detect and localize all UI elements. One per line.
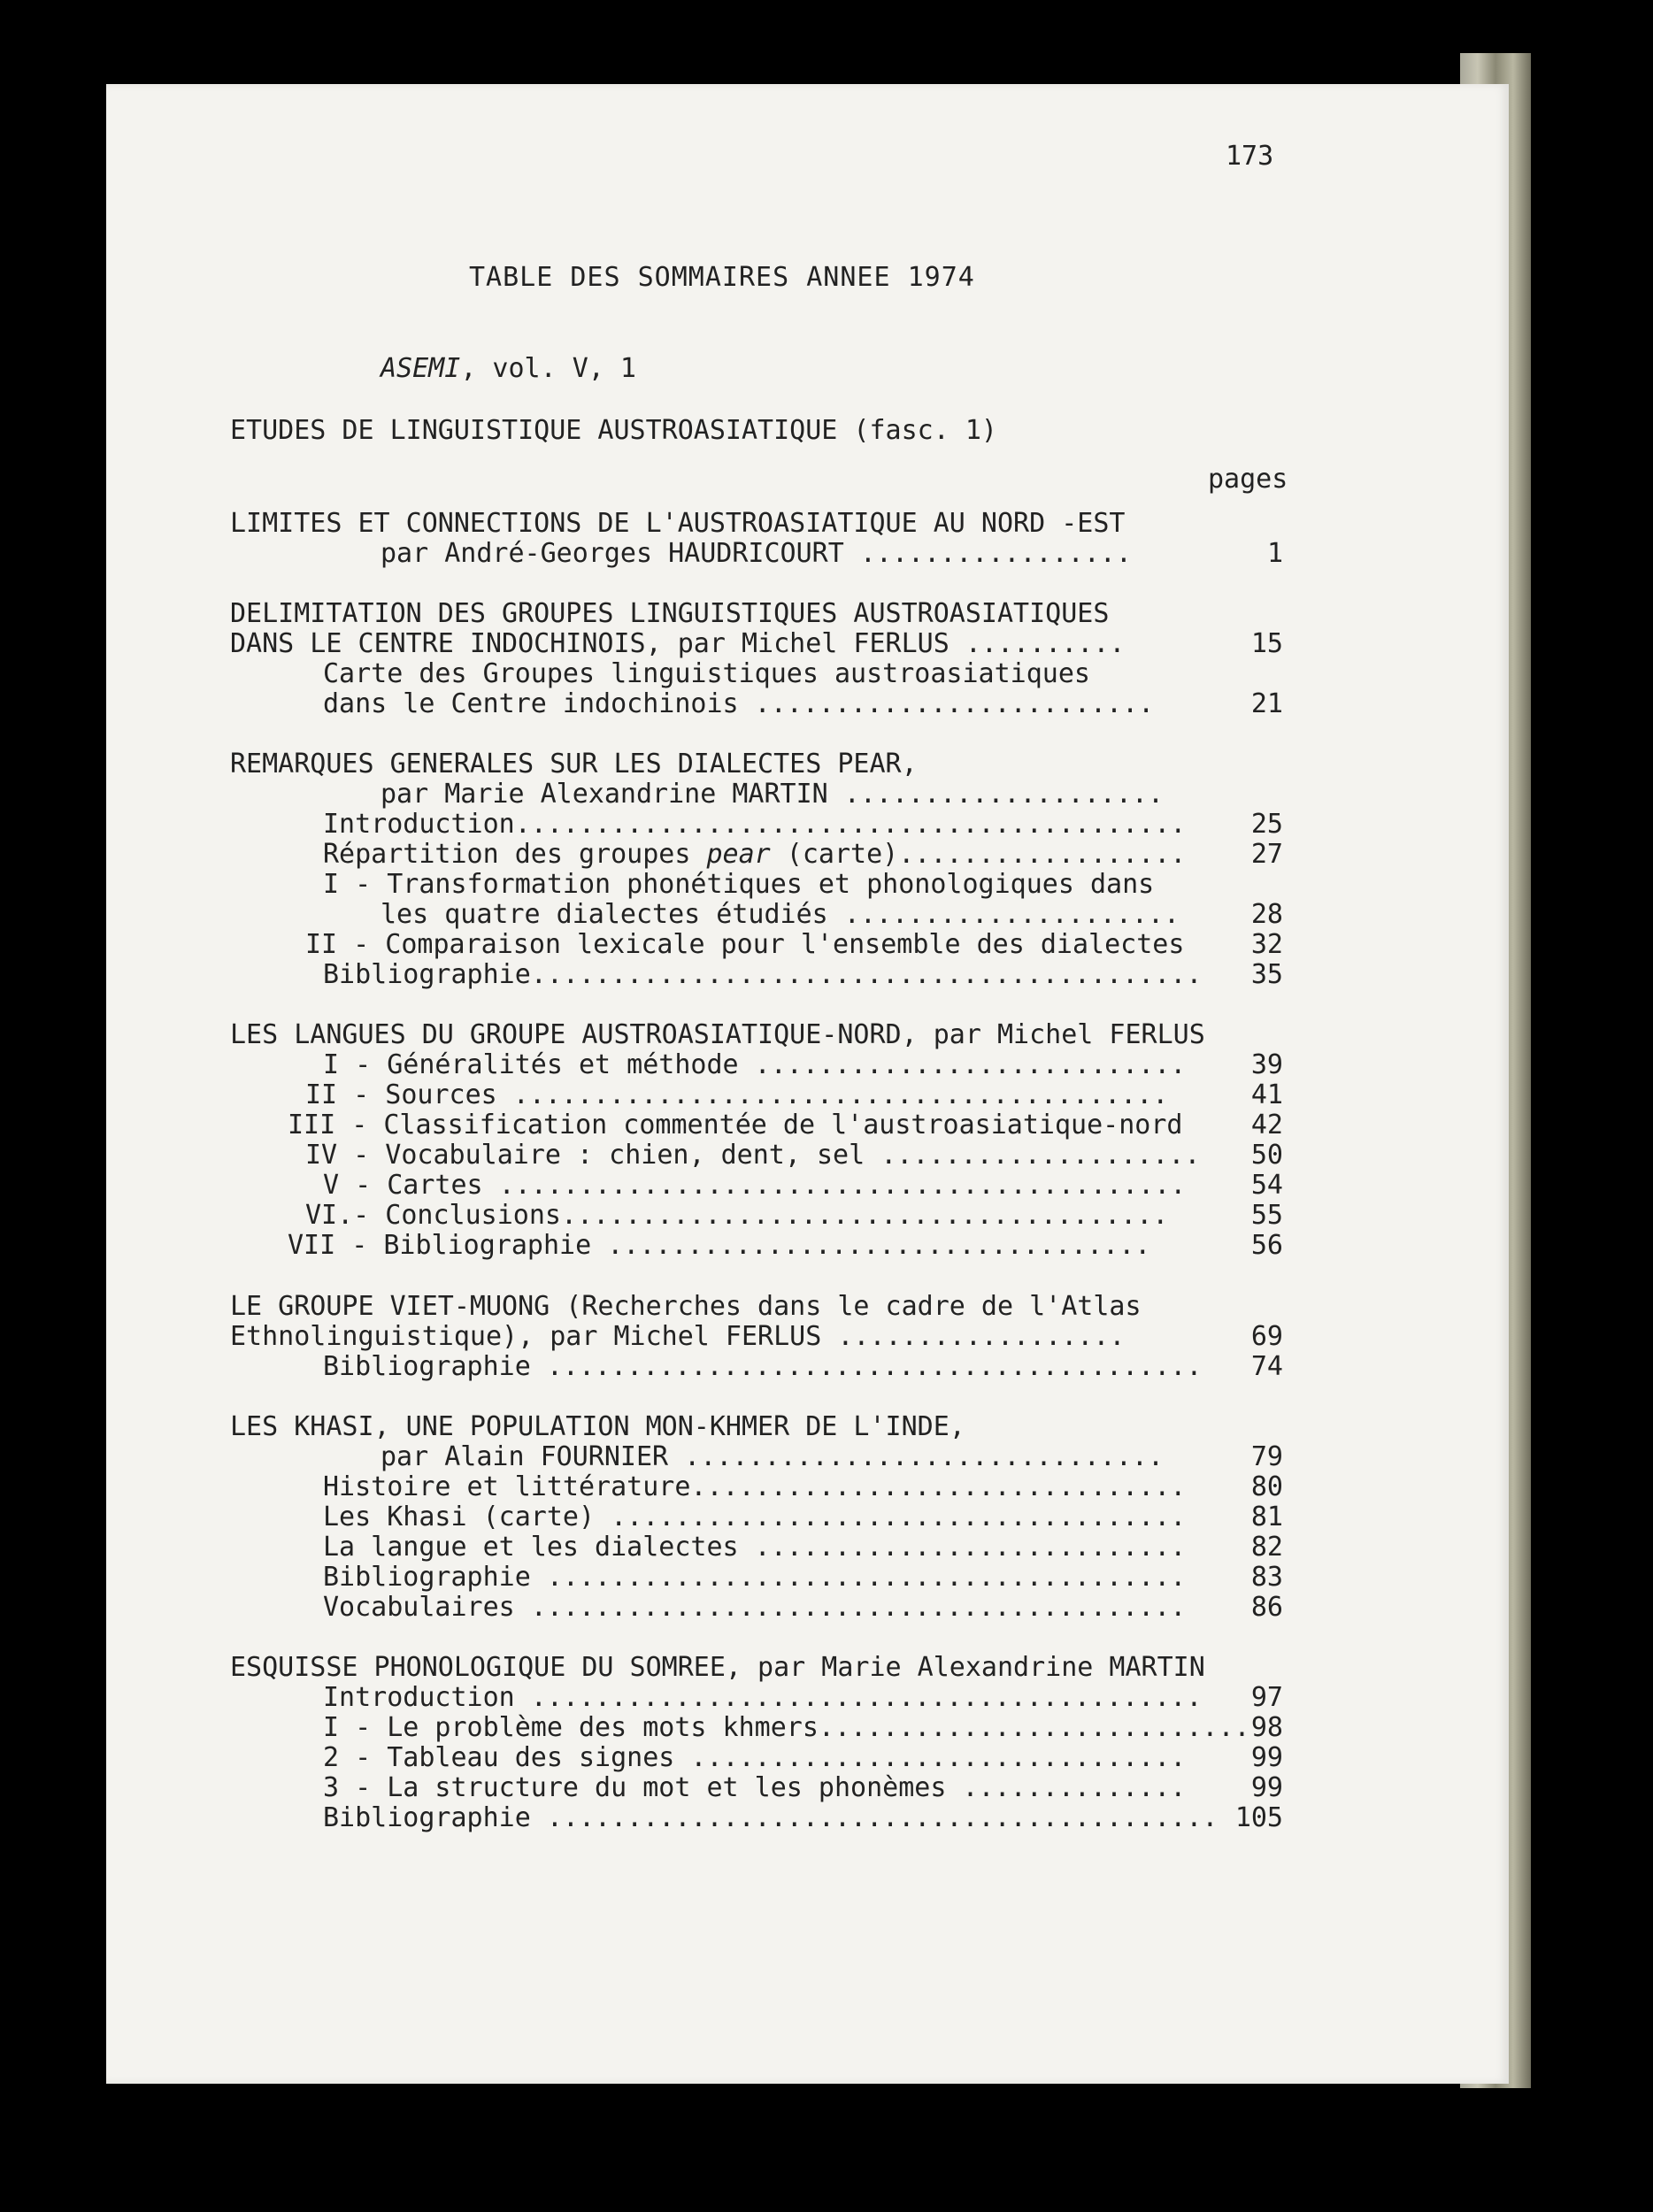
toc-subentry: Les Khasi (carte) .................................... — [323, 1502, 1187, 1532]
toc-page: 21 — [1250, 688, 1283, 719]
toc-heading: LES KHASI, UNE POPULATION MON-KHMER DE L'INDE, — [230, 1411, 965, 1442]
toc-page: 97 — [1250, 1682, 1283, 1713]
journal-volume: , vol. V, 1 — [460, 353, 636, 384]
toc-page: 55 — [1250, 1200, 1283, 1231]
toc-page: 79 — [1250, 1441, 1283, 1472]
toc-subentry: VII - Bibliographie .................................. — [288, 1230, 1151, 1261]
journal-line — [381, 354, 636, 384]
toc-page: 41 — [1250, 1079, 1283, 1110]
toc-page: 32 — [1250, 929, 1283, 960]
document-title: TABLE DES SOMMAIRES ANNEE 1974 — [469, 262, 975, 293]
toc-subentry: Bibliographie .......................................... — [323, 1802, 1219, 1833]
toc-subentry-part: (carte).................. — [770, 839, 1187, 870]
toc-page: 50 — [1250, 1140, 1283, 1171]
toc-subentry: Carte des Groupes linguistiques austroasiatiques — [323, 658, 1090, 689]
toc-subentry: 2 - Tableau des signes ............................... — [323, 1742, 1187, 1773]
toc-heading: DELIMITATION DES GROUPES LINGUISTIQUES AUSTROASIATIQUES — [230, 598, 1110, 629]
toc-page: 35 — [1250, 959, 1283, 990]
toc-subentry: Bibliographie.......................................... — [323, 959, 1203, 990]
toc-page: 25 — [1250, 809, 1283, 840]
toc-page: 99 — [1250, 1772, 1283, 1803]
toc-subentry: IV - Vocabulaire : chien, dent, sel .................... — [305, 1140, 1201, 1171]
toc-subentry: La langue et les dialectes ........................... — [323, 1532, 1187, 1563]
page-number: 173 — [1226, 141, 1274, 172]
toc-page: 56 — [1250, 1230, 1283, 1261]
toc-subentry — [323, 840, 1186, 870]
toc-subentry: Introduction.......................................... — [323, 809, 1187, 840]
toc-subentry: II - Comparaison lexicale pour l'ensemble des dialectes — [305, 929, 1185, 960]
toc-heading: ESQUISSE PHONOLOGIQUE DU SOMREE, par Marie Alexandrine MARTIN — [230, 1652, 1205, 1683]
toc-subentry: Histoire et littérature............................... — [323, 1471, 1187, 1502]
toc-subentry: II - Sources ......................................... — [305, 1079, 1169, 1110]
toc-subentry: les quatre dialectes étudiés ..................... — [381, 899, 1180, 930]
toc-entry: Ethnolinguistique), par Michel FERLUS .................. — [230, 1321, 1126, 1352]
toc-page: 86 — [1250, 1592, 1283, 1623]
toc-subentry: dans le Centre indochinois ......................... — [323, 688, 1155, 719]
toc-subentry: VI.- Conclusions...................................... — [305, 1200, 1169, 1231]
toc-subentry: Bibliographie ......................................... — [323, 1351, 1203, 1382]
toc-page: 99 — [1250, 1742, 1283, 1773]
toc-page: 74 — [1250, 1351, 1283, 1382]
toc-entry: par Alain FOURNIER .............................. — [381, 1441, 1165, 1472]
toc-subentry: I - Le problème des mots khmers........................... — [323, 1712, 1250, 1743]
toc-subentry: III - Classification commentée de l'austroasiatique-nord — [288, 1110, 1183, 1141]
toc-page: 80 — [1250, 1471, 1283, 1502]
journal-name: ASEMI — [381, 353, 461, 384]
toc-page: 54 — [1250, 1170, 1283, 1201]
pages-column-label: pages — [1208, 464, 1288, 495]
toc-entry: par André-Georges HAUDRICOURT ................. — [381, 538, 1132, 569]
toc-page: 69 — [1250, 1321, 1283, 1352]
toc-page: 98 — [1250, 1712, 1283, 1743]
toc-subentry-part: Répartition des groupes — [323, 839, 707, 870]
toc-heading: REMARQUES GENERALES SUR LES DIALECTES PEAR, — [230, 749, 918, 780]
toc-subentry-italic: pear — [706, 839, 771, 870]
toc-entry: DANS LE CENTRE INDOCHINOIS, par Michel FERLUS .......... — [230, 628, 1126, 659]
toc-page: 83 — [1250, 1562, 1283, 1593]
toc-page: 15 — [1250, 628, 1283, 659]
toc-page: 42 — [1250, 1110, 1283, 1141]
fascicle-heading: ETUDES DE LINGUISTIQUE AUSTROASIATIQUE (fasc. 1) — [230, 415, 997, 446]
toc-subentry: Introduction .......................................... — [323, 1682, 1203, 1713]
toc-page: 27 — [1250, 839, 1283, 870]
toc-subentry: I - Généralités et méthode ........................... — [323, 1049, 1187, 1080]
toc-subentry: Vocabulaires ......................................... — [323, 1592, 1187, 1623]
toc-page: 81 — [1250, 1502, 1283, 1532]
toc-subentry: Bibliographie ........................................ — [323, 1562, 1187, 1593]
toc-page: 28 — [1250, 899, 1283, 930]
toc-heading: LIMITES ET CONNECTIONS DE L'AUSTROASIATIQUE AU NORD -EST — [230, 508, 1126, 539]
toc-subentry: 3 - La structure du mot et les phonèmes .............. — [323, 1772, 1187, 1803]
toc-page: 1 — [1266, 538, 1283, 569]
toc-page: 39 — [1250, 1049, 1283, 1080]
toc-entry: par Marie Alexandrine MARTIN .................... — [381, 779, 1165, 810]
toc-subentry: V - Cartes ........................................... — [323, 1170, 1187, 1201]
toc-page: 105 — [1234, 1802, 1283, 1833]
toc-subentry: I - Transformation phonétiques et phonologiques dans — [323, 869, 1155, 900]
toc-page: 82 — [1250, 1532, 1283, 1563]
toc-heading: LES LANGUES DU GROUPE AUSTROASIATIQUE-NORD, par Michel FERLUS — [230, 1019, 1205, 1050]
toc-heading: LE GROUPE VIET-MUONG (Recherches dans le cadre de l'Atlas — [230, 1291, 1142, 1322]
